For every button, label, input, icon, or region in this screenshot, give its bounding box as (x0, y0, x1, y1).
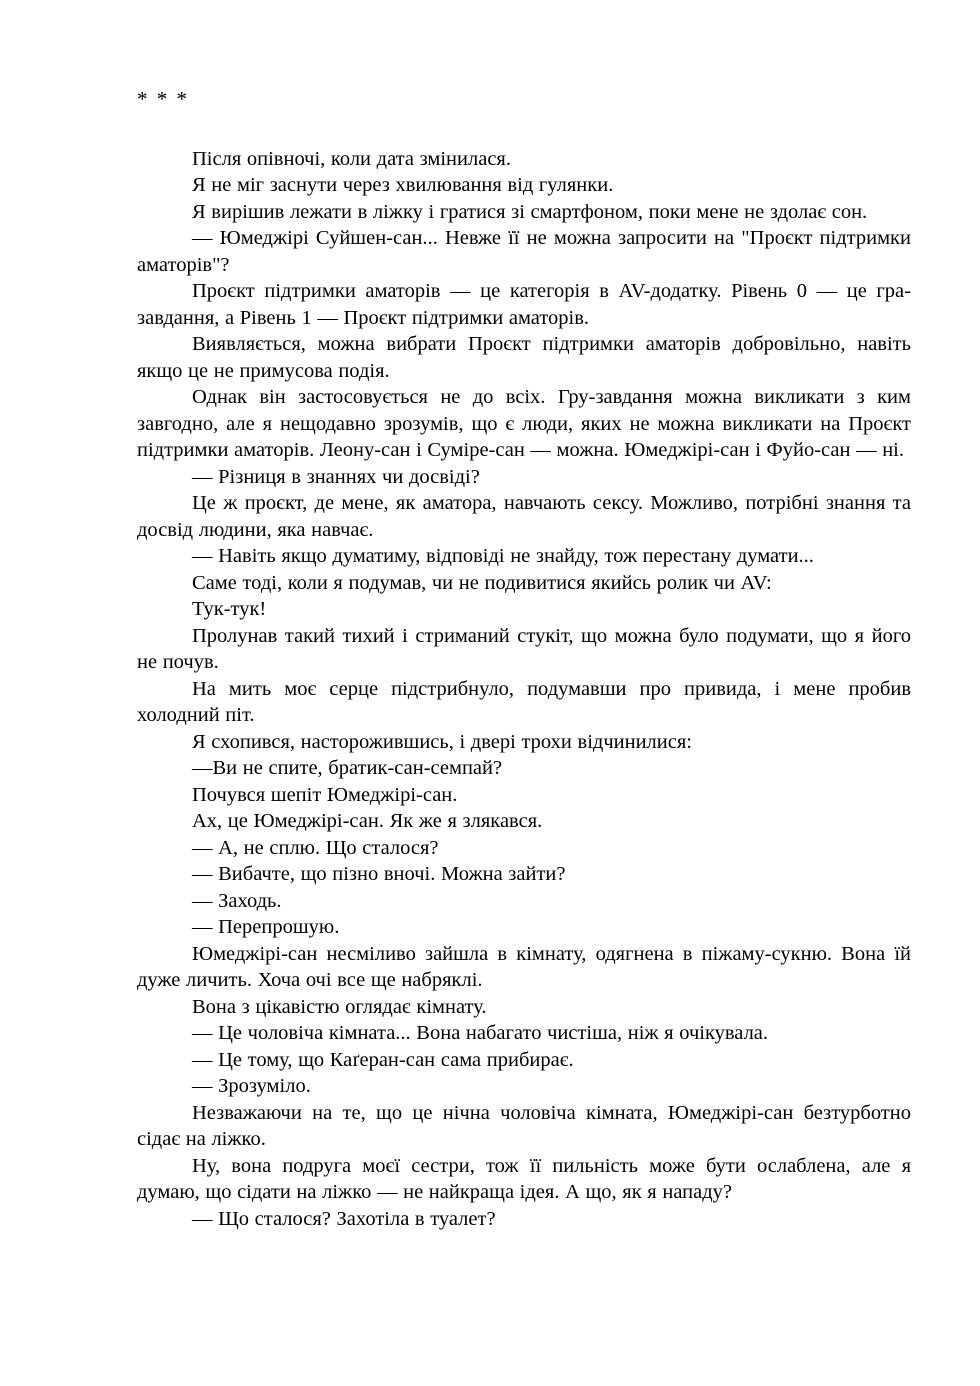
paragraph: — Перепрошую. (192, 916, 340, 938)
paragraph: —Ви не спите, братик-сан-семпай? (192, 757, 503, 779)
paragraph: Це ж проєкт, де мене, як аматора, навчають сексу. Можливо, потрібні знання та досвід людини, яка навчає. (137, 492, 911, 541)
paragraph: — Навіть якщо думатиму, відповіді не знайду, тож перестану думати... (192, 545, 814, 567)
paragraph: Я не міг заснути через хвилювання від гулянки. (192, 174, 614, 196)
paragraph: Юмеджірі-сан несміливо зайшла в кімнату, одягнена в піжаму-сукню. Вона їй дуже личить. Хоча очі все ще набряклі. (137, 942, 911, 991)
paragraph: Незважаючи на те, що це нічна чоловіча кімната, Юмеджірі-сан безтурботно сідає на ліжко. (137, 1101, 911, 1150)
paragraph: Після опівночі, коли дата змінилася. (192, 147, 511, 170)
paragraph: Я вирішив лежати в ліжку і гратися зі смартфоном, поки мене не здолає сон. (192, 200, 868, 223)
paragraph: Пролунав такий тихий і стриманий стукіт, що можна було подумати, що я його не почув. (137, 624, 911, 673)
paragraph: — Це чоловіча кімната... Вона набагато чистіша, ніж я очікувала. (192, 1022, 769, 1044)
paragraph: Однак він застосовується не до всіх. Гру-завдання можна викликати з ким завгодно, але я нещодавно зрозумів, що є люди, яких не можна викликати на Проєкт підтримки аматорів. Леону-сан і Суміре-сан — можна. Юмеджірі-сан і Фуйо-сан — ні. (137, 386, 911, 461)
paragraph: — Це тому, що Каґеран-сан сама прибирає. (192, 1048, 574, 1071)
paragraph: Тук-тук! (192, 598, 267, 620)
body-text (137, 146, 911, 1233)
paragraph: Саме тоді, коли я подумав, чи не подивитися якийсь ролик чи AV: (192, 571, 772, 594)
paragraph: — Заходь. (192, 889, 282, 912)
paragraph: Виявляється, можна вибрати Проєкт підтримки аматорів добровільно, навіть якщо це не примусова подія. (137, 333, 911, 382)
paragraph: Ах, це Юмеджірі-сан. Як же я злякався. (192, 810, 543, 832)
section-break-asterisks: * * * (137, 87, 189, 111)
paragraph: Ну, вона подруга моєї сестри, тож її пильність може бути ослаблена, але я думаю, що сідати на ліжко — не найкраща ідея. А що, як я нападу? (137, 1154, 911, 1203)
paragraph: — Зрозуміло. (192, 1075, 311, 1097)
paragraph: — Що сталося? Захотіла в туалет? (192, 1207, 496, 1230)
paragraph: — Вибачте, що пізно вночі. Можна зайти? (192, 863, 566, 885)
paragraph: — А, не сплю. Що сталося? (192, 836, 439, 859)
paragraph: Вона з цікавістю оглядає кімнату. (192, 995, 487, 1018)
paragraph: На мить моє серце підстрибнуло, подумавши про привида, і мене пробив холодний піт. (137, 677, 911, 726)
paragraph: — Різниця в знаннях чи досвіді? (192, 465, 480, 488)
paragraph: — Юмеджірі Суйшен-сан... Невже її не можна запросити на "Проєкт підтримки аматорів"? (137, 227, 911, 276)
paragraph: Проєкт підтримки аматорів — це категорія в AV-додатку. Рівень 0 — це гра-завдання, а Рівень 1 — Проєкт підтримки аматорів. (137, 280, 911, 329)
paragraph: Я схопився, насторожившись, і двері трохи відчинилися: (192, 730, 692, 753)
paragraph: Почувся шепіт Юмеджірі-сан. (192, 783, 458, 806)
